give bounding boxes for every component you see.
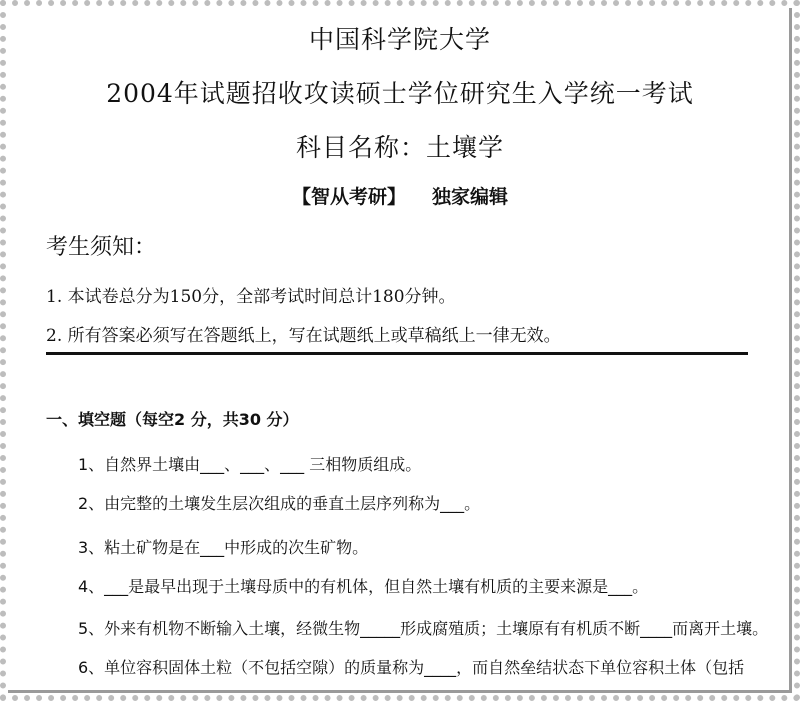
editor-tag bbox=[0, 182, 800, 209]
question-item: 5、外来有机物不断输入土壤，经微生物_____形成腐殖质；土壤原有有机质不断____而离开土壤。 bbox=[78, 619, 769, 638]
subject-name: 科目名称：土壤学 bbox=[295, 133, 504, 162]
divider-line bbox=[46, 352, 748, 355]
editor-tag-note: 独家编辑 bbox=[432, 186, 509, 208]
editor-tag-source: 【智从考研】 bbox=[291, 186, 406, 208]
question-item: 4、___是最早出现于土壤母质中的有机体，但自然土壤有机质的主要来源是___。 bbox=[78, 577, 649, 596]
question-item: 2、由完整的土壤发生层次组成的垂直土层序列称为___。 bbox=[78, 494, 481, 513]
university-name: 中国科学院大学 bbox=[308, 25, 491, 54]
section-title: 一、填空题（每空2 分，共30 分） bbox=[46, 410, 299, 429]
notice-title: 考生须知： bbox=[46, 235, 157, 260]
question-item: 6、单位容积固体土粒（不包括空隙）的质量称为____，而自然垒结状态下单位容积土体（包括 bbox=[78, 658, 745, 677]
notice-item: 2. 所有答案必须写在答题纸上，写在试题纸上或草稿纸上一律无效。 bbox=[46, 326, 561, 346]
notice-item: 1. 本试卷总分为150分，全部考试时间总计180分钟。 bbox=[46, 287, 456, 307]
question-item: 3、粘土矿物是在___中形成的次生矿物。 bbox=[78, 538, 369, 557]
question-item: 1、自然界土壤由___、___、___ 三相物质组成。 bbox=[78, 455, 422, 474]
exam-title: 2004年试题招收攻读硕士学位研究生入学统一考试 bbox=[106, 79, 694, 108]
